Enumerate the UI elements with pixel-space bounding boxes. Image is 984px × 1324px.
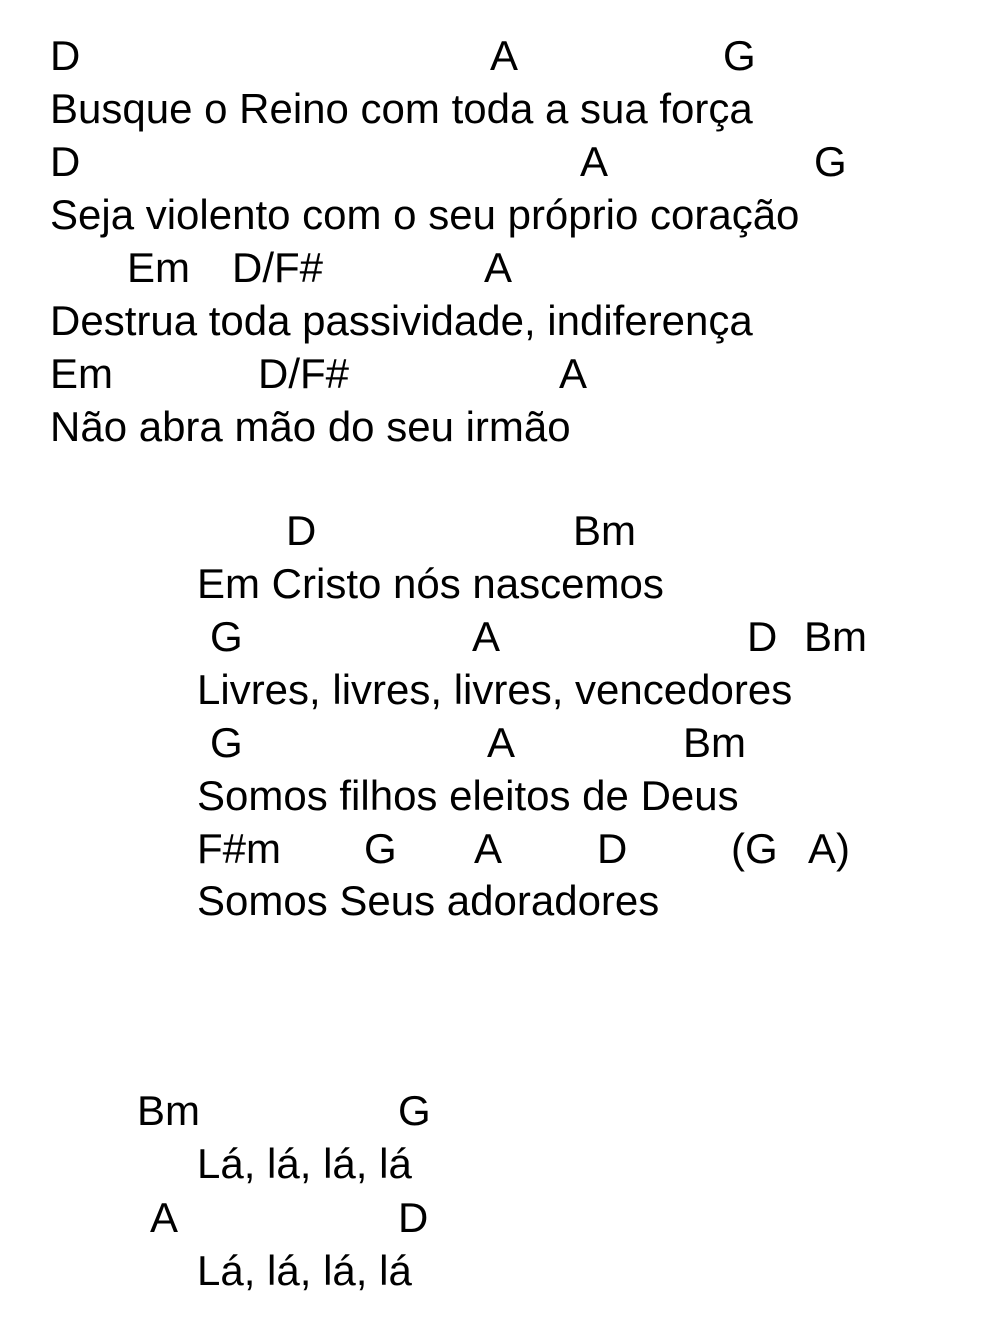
chord: A [490,32,519,79]
chord: F#m [197,825,281,872]
chord: D [50,138,81,185]
chord: G [364,825,397,872]
chord: (G [731,825,778,872]
chord: A [150,1194,179,1241]
lyric-line: Lá, lá, lá, lá [197,1140,412,1187]
chord: Bm [804,613,867,660]
chord: D [50,32,81,79]
lyric-line: Somos filhos eleitos de Deus [197,772,739,819]
lyric-line: Não abra mão do seu irmão [50,403,571,450]
chord: A [559,350,588,397]
chord: D [286,507,317,554]
chord: Em [50,350,113,397]
chord: G [398,1087,431,1134]
chord: D [597,825,628,872]
lyric-line: Em Cristo nós nascemos [197,560,664,607]
chord: G [210,719,243,766]
lyric-line: Destrua toda passividade, indiferença [50,297,753,344]
chord: D [747,613,778,660]
chord: Em [127,244,190,291]
lyric-line: Lá, lá, lá, lá [197,1247,412,1294]
chord: G [723,32,756,79]
chord: G [814,138,847,185]
chord: A [580,138,609,185]
lyric-line: Livres, livres, livres, vencedores [197,666,793,713]
chord: A [487,719,516,766]
lyric-line: Somos Seus adoradores [197,877,660,924]
chord: A [484,244,513,291]
chord: A [472,613,501,660]
chord: Bm [137,1087,200,1134]
lyric-line: Busque o Reino com toda a sua força [50,85,753,132]
chord: A [474,825,503,872]
chord: A) [808,825,850,872]
chord: Bm [573,507,636,554]
chord: D/F# [232,244,324,291]
chord: Bm [683,719,746,766]
chord: G [210,613,243,660]
chord: D [398,1194,429,1241]
lyric-line: Seja violento com o seu próprio coração [50,191,800,238]
chord: D/F# [258,350,350,397]
